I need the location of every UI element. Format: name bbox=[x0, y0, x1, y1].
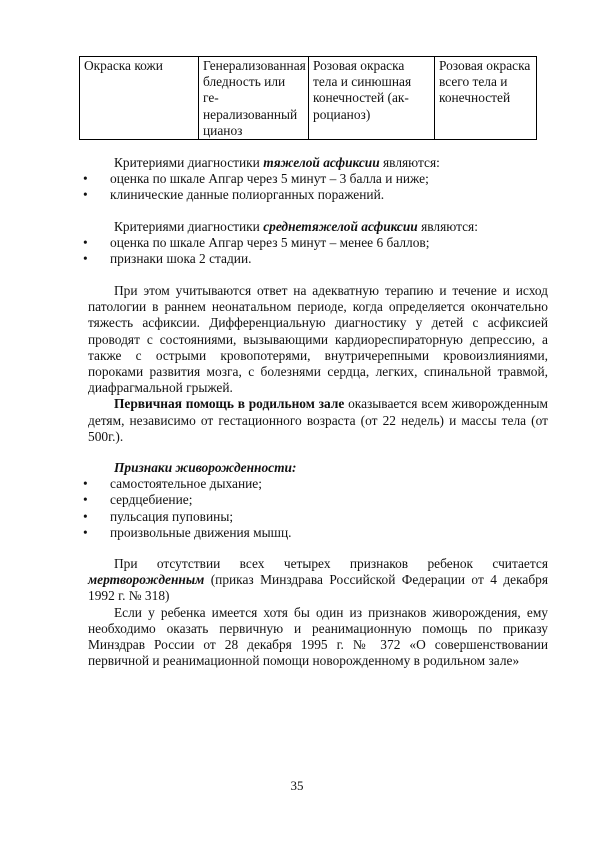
liveborn-signs-list bbox=[84, 476, 548, 541]
bullet-icon: • bbox=[83, 251, 88, 267]
bullet-icon: • bbox=[83, 171, 88, 187]
page-number: 35 bbox=[290, 778, 304, 793]
bullet-icon: • bbox=[83, 235, 88, 251]
stillborn-paragraph: При отсутствии всех четырех признаков ребенок считается мертворожденным (приказ Минздрава Российской Федерации от 4 декабря 1992 г. № 318) bbox=[88, 556, 548, 604]
severe-asphyxia-term: тяжелой асфиксии bbox=[263, 155, 380, 170]
moderate-asphyxia-term: среднетяжелой асфиксии bbox=[263, 219, 418, 234]
severe-asphyxia-lead: Критериями диагностики тяжелой асфиксии являются: bbox=[114, 155, 440, 170]
list-item: • оценка по шкале Апгар через 5 минут – 3 балла и ниже; bbox=[83, 171, 429, 187]
first-aid-term: Первичная помощь в родильном зале bbox=[114, 396, 345, 412]
list-item: • признаки шока 2 стадии. bbox=[83, 251, 252, 267]
liveborn-signs-section bbox=[83, 460, 548, 541]
severe-asphyxia-section bbox=[83, 155, 548, 204]
table-cell-score-2: Розовая окраска всего тела и конечностей bbox=[435, 57, 537, 140]
bullet-icon: • bbox=[83, 508, 88, 524]
stillborn-term: мертворожденным bbox=[88, 572, 205, 588]
table-cell-score-1: Розовая окраска тела и синюшная конечностей (ак-роцианоз) bbox=[309, 57, 435, 140]
table-cell-criterion: Окраска кожи bbox=[80, 57, 199, 140]
list-item: • самостоятельное дыхание; bbox=[83, 476, 262, 492]
stillborn-section bbox=[88, 556, 548, 669]
list-item: • оценка по шкале Апгар через 5 минут – менее 6 баллов; bbox=[83, 235, 430, 251]
list-item: • клинические данные полиорганных поражений. bbox=[83, 187, 385, 203]
bullet-icon: • bbox=[83, 492, 88, 508]
first-aid-paragraph: Первичная помощь в родильном зале оказывается всем живорожденным детям, независимо от гестационного возраста (от 22 недель) и массы тела (от 500г.). bbox=[88, 396, 548, 444]
moderate-asphyxia-lead: Критериями диагностики среднетяжелой асфиксии являются: bbox=[114, 219, 478, 234]
table-row bbox=[80, 57, 537, 140]
liveborn-heading: Признаки живорожденности: bbox=[114, 460, 297, 475]
moderate-asphyxia-section bbox=[83, 219, 548, 268]
bullet-icon: • bbox=[83, 187, 88, 203]
moderate-asphyxia-list bbox=[84, 235, 548, 267]
list-item: • пульсация пуповины; bbox=[83, 508, 234, 524]
diagnosis-section bbox=[88, 283, 548, 445]
bullet-icon: • bbox=[83, 524, 88, 540]
list-item: • произвольные движения мышц. bbox=[83, 524, 292, 540]
differential-diagnosis-paragraph: При этом учитываются ответ на адекватную терапию и течение и исход патологии в раннем неонатальном периоде, когда определяется окончательно тяжесть асфиксии. Дифференциальную диагностику у детей с асфиксией проводят с состояниями, вызывающими кардиореспираторную депрессию, а также с острыми кровопотерями, внутричерепными кровоизлияниями, пороками развития мозга, с болезнями сердца, легких, спинальной травмой, диафрагмальной грыжей. bbox=[88, 283, 548, 396]
apgar-skin-color-table bbox=[79, 56, 537, 140]
table-cell-score-0: Генерализованная бледность или ге-нерализованный цианоз bbox=[199, 57, 309, 140]
bullet-icon: • bbox=[83, 476, 88, 492]
severe-asphyxia-list bbox=[84, 171, 548, 203]
list-item: • сердцебиение; bbox=[83, 492, 193, 508]
resuscitation-order-paragraph: Если у ребенка имеется хотя бы один из признаков живорождения, ему необходимо оказать первичную и реанимационную помощь по приказу Минздрав России от 28 декабря 1995 г. № 372 «О совершенствовании первичной и реанимационной помощи новорожденному в родильном зале» bbox=[88, 604, 548, 669]
